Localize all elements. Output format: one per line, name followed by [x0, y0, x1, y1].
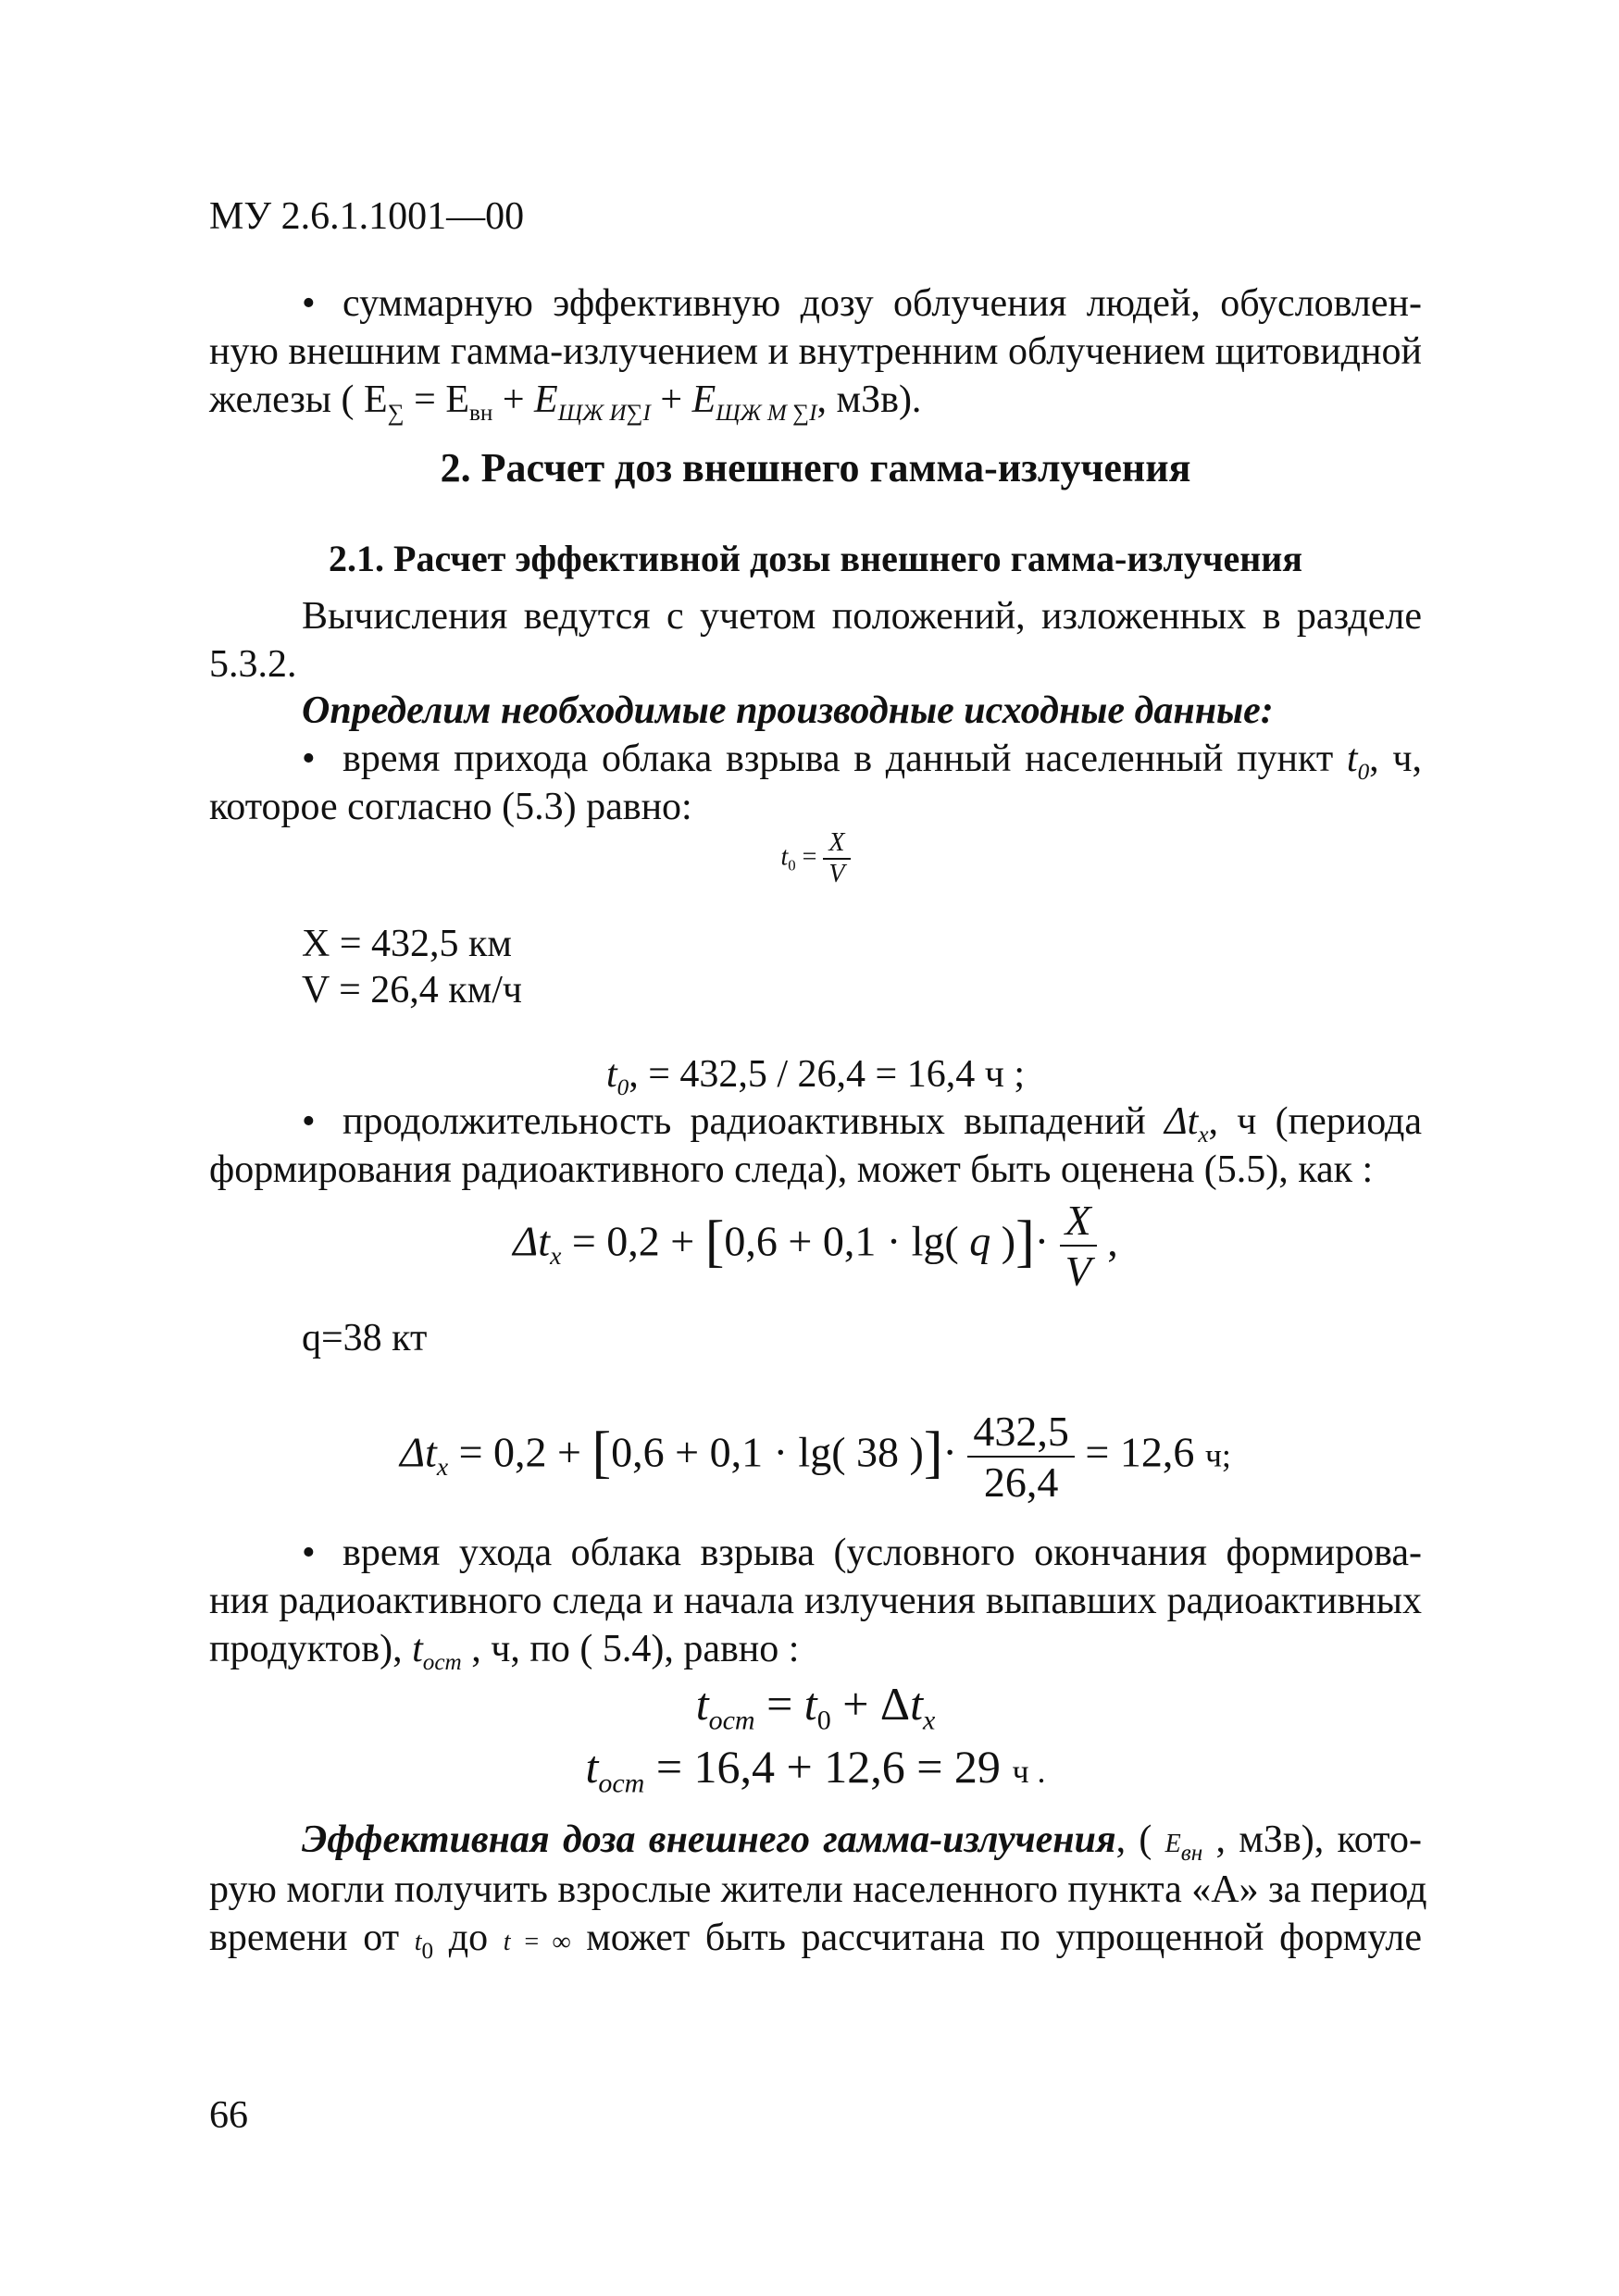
intro-line-1: • суммарную эффективную дозу облучения людей, обусловлен-	[302, 279, 1422, 328]
q-value: q=38 кт	[302, 1317, 428, 1359]
para1-line-1: Вычисления ведутся с учетом положений, изложенных в разделе	[302, 595, 1422, 638]
item1-line-2: которое согласно (5.3) равно:	[209, 786, 692, 828]
formula-t-ost: $t_{ост} = t_0 + \Delta t_x$	[695, 1678, 936, 1736]
subsection-title: 2.1. Расчет эффективной дозы внешнего гамма-излучения	[329, 538, 1302, 579]
item2-line-2: формирования радиоактивного следа), может быть оценена (5.5), как :	[209, 1148, 1374, 1191]
bullet-icon: •	[302, 1532, 316, 1574]
document-code-header: МУ 2.6.1.1001—00	[209, 195, 525, 238]
bullet-icon: •	[302, 1100, 316, 1143]
fraction: $\frac{X}{V}$	[1060, 1196, 1097, 1296]
item3-line-1: • время ухода облака взрыва (условного окончания формирова-	[302, 1529, 1422, 1577]
final-line-3: времени от $t_0$ до t = ∞ может быть рассчитана по упрощенной формуле	[209, 1917, 1423, 1964]
item2-line-1: • продолжительность радиоактивных выпадений $\Delta t_x$, ч (периода	[302, 1098, 1422, 1146]
page-number: 66	[209, 2094, 248, 2137]
emphasis-heading: Определим необходимые производные исходные данные:	[302, 689, 1274, 732]
final-line-2: рую могли получить взрослые жители населенного пункта «А» за период	[209, 1868, 1427, 1911]
formula-t0: $t_0$ = $\frac{X}{V}$	[209, 828, 1422, 889]
item3-line-3: продуктов), $t_{ост}$ , ч, по ( 5.4), равно :	[209, 1628, 800, 1675]
fraction: $\frac{432,5}{26,4}$	[967, 1407, 1075, 1507]
formula-delta-tx-calc: $\Delta t_x = 0,2 + [0,6 + 0,1 \cdot \lg$( 38 )]· $\frac{432,5}{26,4}$ = 12,6 ч;	[400, 1408, 1231, 1506]
intro-line-3: железы ( $E_\sum = E_{вн} + E_{ЩЖ И\sum I} + E_{ЩЖ М \sum I}$, мЗв).	[209, 379, 922, 426]
formula-t-ost-calc: $t_{ост} = 16,4 + 12,6 = 29$ ч .	[585, 1741, 1046, 1799]
intro-line-2: ную внешним гамма-излучением и внутренним облучением щитовидной	[209, 330, 1422, 373]
fraction: $\frac{X}{V}$	[823, 828, 850, 889]
value-x: X = 432,5 км	[302, 923, 513, 965]
section-title: 2. Расчет доз внешнего гамма-излучения	[440, 445, 1191, 490]
formula-delta-tx: $\Delta t_x = 0,2 + [0,6 + 0,1 \cdot \lg$( q )]· $\frac{X}{V}$ ,	[513, 1197, 1118, 1295]
item3-line-2: ния радиоактивного следа и начала излучения выпавших радиоактивных	[209, 1580, 1422, 1622]
bullet-icon: •	[302, 738, 316, 780]
document-page	[209, 0, 1427, 2296]
item1-line-1: • время прихода облака взрыва в данный населенный пункт $t_0$, ч,	[302, 735, 1422, 783]
bullet-icon: •	[302, 282, 316, 325]
calc-t0: $t_0$, = 432,5 / 26,4 = 16,4 ч ;	[605, 1053, 1026, 1100]
final-line-1: Эффективная доза внешнего гамма-излучения, ( $E_{вн}$ , мЗв), кото-	[302, 1818, 1422, 1866]
value-v: V = 26,4 км/ч	[302, 969, 523, 1011]
para1-line-2: 5.3.2.	[209, 643, 297, 686]
